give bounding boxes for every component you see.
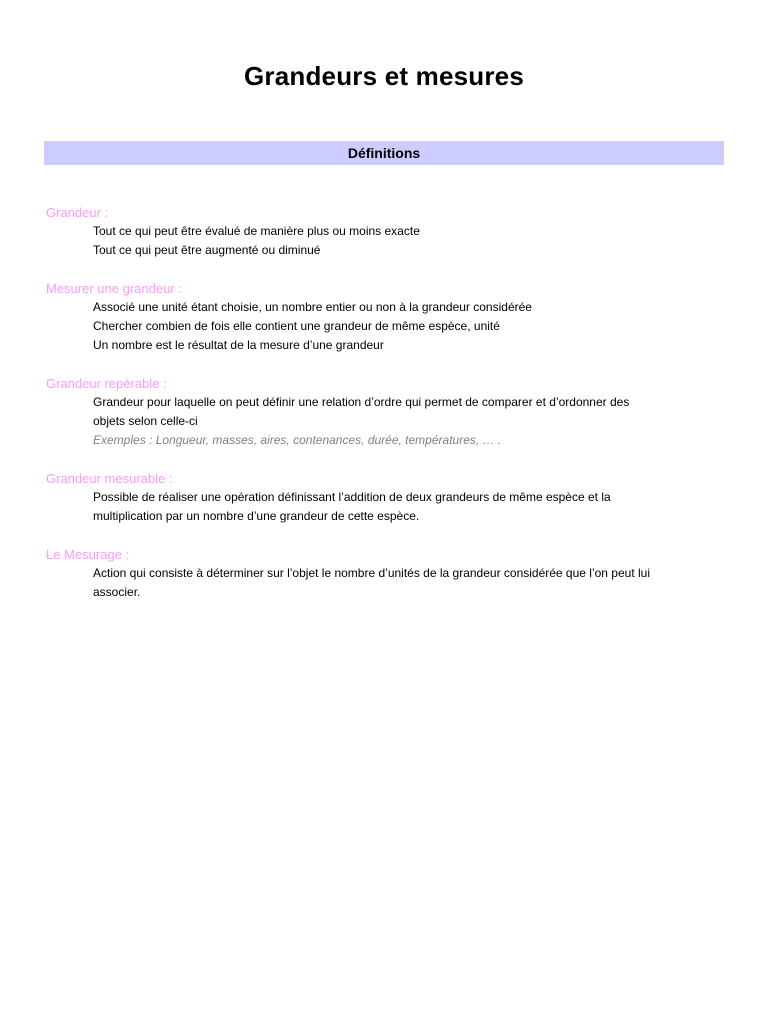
definition-body <box>46 488 716 526</box>
definition-term: Grandeur mesurable : <box>46 471 173 486</box>
definition-body <box>46 298 716 355</box>
definition-line: Possible de réaliser une opération définissant l’addition de deux grandeurs de même espèce et la <box>93 490 611 504</box>
definition-le-mesurage <box>46 545 716 602</box>
page-title: Grandeurs et mesures <box>243 61 524 92</box>
section-heading-definitions: Définitions <box>44 141 724 165</box>
definition-line: Chercher combien de fois elle contient une grandeur de même espèce, unité <box>93 319 500 333</box>
definition-body <box>46 222 716 260</box>
definition-term: Grandeur : <box>46 205 109 220</box>
definition-line: Un nombre est le résultat de la mesure d’une grandeur <box>93 338 384 352</box>
definition-line: Grandeur pour laquelle on peut définir une relation d’ordre qui permet de comparer et d’ordonner des <box>93 395 630 409</box>
definition-term: Grandeur repérable : <box>46 376 167 391</box>
definition-grandeur <box>46 203 716 260</box>
definition-line: associer. <box>93 585 141 599</box>
definition-line: multiplication par un nombre d’une grandeur de cette espèce. <box>93 509 420 523</box>
definition-body <box>46 393 716 450</box>
definition-example: Exemples : Longueur, masses, aires, contenances, durée, températures, … . <box>93 433 502 447</box>
definitions-list <box>46 203 716 621</box>
definition-grandeur-mesurable <box>46 469 716 526</box>
definition-mesurer-une-grandeur <box>46 279 716 355</box>
definition-grandeur-reperable <box>46 374 716 450</box>
definition-body <box>46 564 716 602</box>
definition-line: Action qui consiste à déterminer sur l’objet le nombre d’unités de la grandeur considérée que l’on peut lui <box>93 566 650 580</box>
definition-line: objets selon celle-ci <box>93 414 198 428</box>
definition-term: Le Mesurage : <box>46 547 130 562</box>
definition-line: Tout ce qui peut être évalué de manière plus ou moins exacte <box>93 224 420 238</box>
definition-line: Associé une unité étant choisie, un nombre entier ou non à la grandeur considérée <box>93 300 532 314</box>
definition-term: Mesurer une grandeur : <box>46 281 182 296</box>
definition-line: Tout ce qui peut être augmenté ou diminué <box>93 243 321 257</box>
